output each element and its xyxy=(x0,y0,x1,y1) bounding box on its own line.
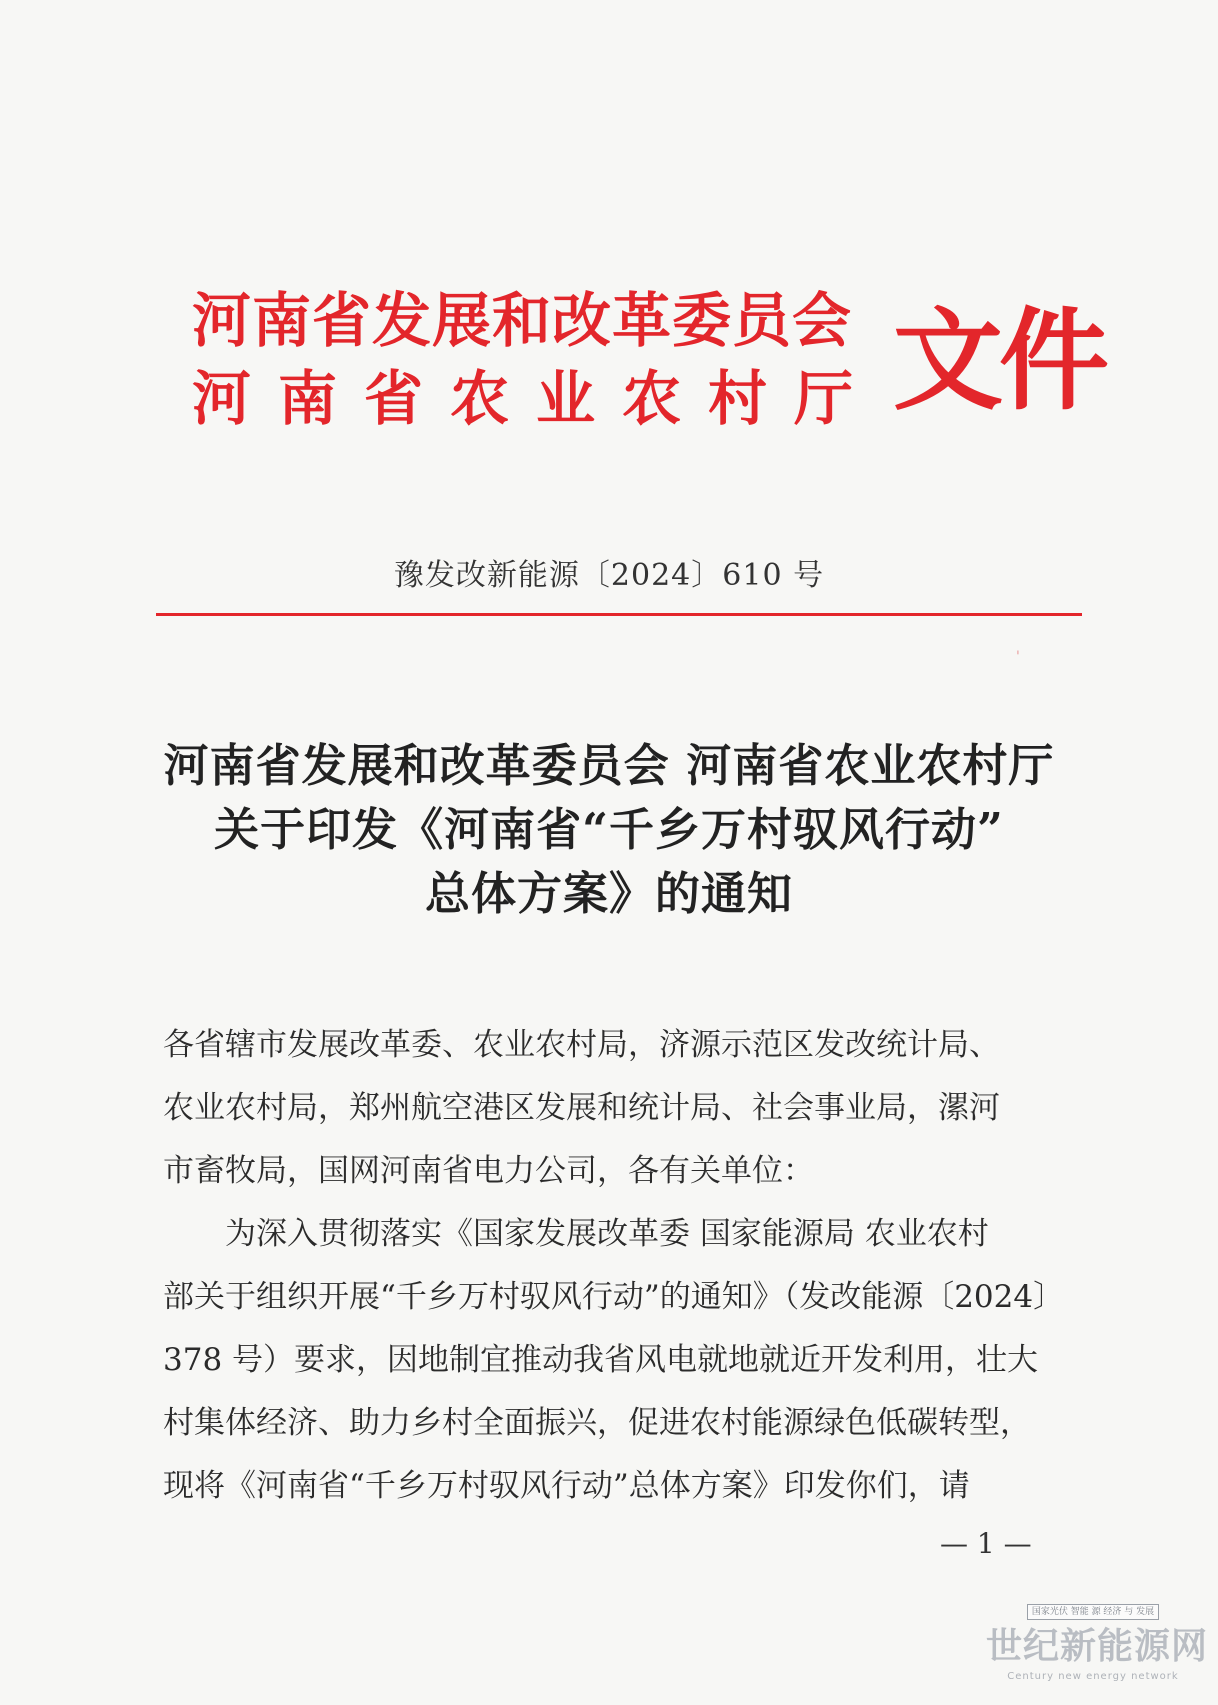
watermark-badge: 国家光伏 智能 源 经济 与 发展 xyxy=(1027,1604,1159,1620)
notice-title xyxy=(0,734,1218,926)
issuing-authority-2: 河南省农业农村厅 xyxy=(192,364,881,433)
red-divider-line xyxy=(156,613,1082,616)
paragraph-line-5: 现将《河南省“千乡万村驭风行动”总体方案》印发你们，请 xyxy=(163,1468,970,1504)
notice-body xyxy=(163,1014,1083,1518)
paragraph-line-4: 村集体经济、助力乡村全面振兴，促进农村能源绿色低碳转型， xyxy=(163,1405,1031,1441)
recipients-line-3: 市畜牧局，国网河南省电力公司，各有关单位： xyxy=(163,1153,814,1189)
recipients-line-2: 农业农村局，郑州航空港区发展和统计局、社会事业局，漯河 xyxy=(163,1090,1000,1126)
issuing-authority-1: 河南省发展和改革委员会 xyxy=(192,286,853,355)
paragraph-line-2: 部关于组织开展“千乡万村驭风行动”的通知》（发改能源〔2024〕 xyxy=(163,1279,1065,1315)
site-watermark xyxy=(986,1604,1209,1683)
title-line-1: 河南省发展和改革委员会 河南省农业农村厅 xyxy=(163,739,1055,792)
paragraph-line-3: 378 号）要求，因地制宜推动我省风电就地就近开发利用，壮大 xyxy=(163,1342,1039,1378)
issuing-authority-block xyxy=(192,282,912,438)
title-line-2: 关于印发《河南省“千乡万村驭风行动” xyxy=(214,803,1004,856)
title-line-3: 总体方案》的通知 xyxy=(424,867,793,920)
page-number: — 1 — xyxy=(940,1527,1032,1560)
watermark-logo-text: 世纪新能源网 xyxy=(986,1626,1209,1667)
document-type-label: 文件 xyxy=(893,296,1105,425)
paragraph-line-1: 为深入贯彻落实《国家发展改革委 国家能源局 农业农村 xyxy=(225,1216,989,1252)
recipients-line-1: 各省辖市发展改革委、农业农村局，济源示范区发改统计局、 xyxy=(163,1027,1000,1063)
red-ink-mark: ' xyxy=(1016,649,1020,665)
document-number: 豫发改新能源〔2024〕610 号 xyxy=(393,558,825,593)
watermark-subtitle: Century new energy network xyxy=(1007,1671,1179,1682)
